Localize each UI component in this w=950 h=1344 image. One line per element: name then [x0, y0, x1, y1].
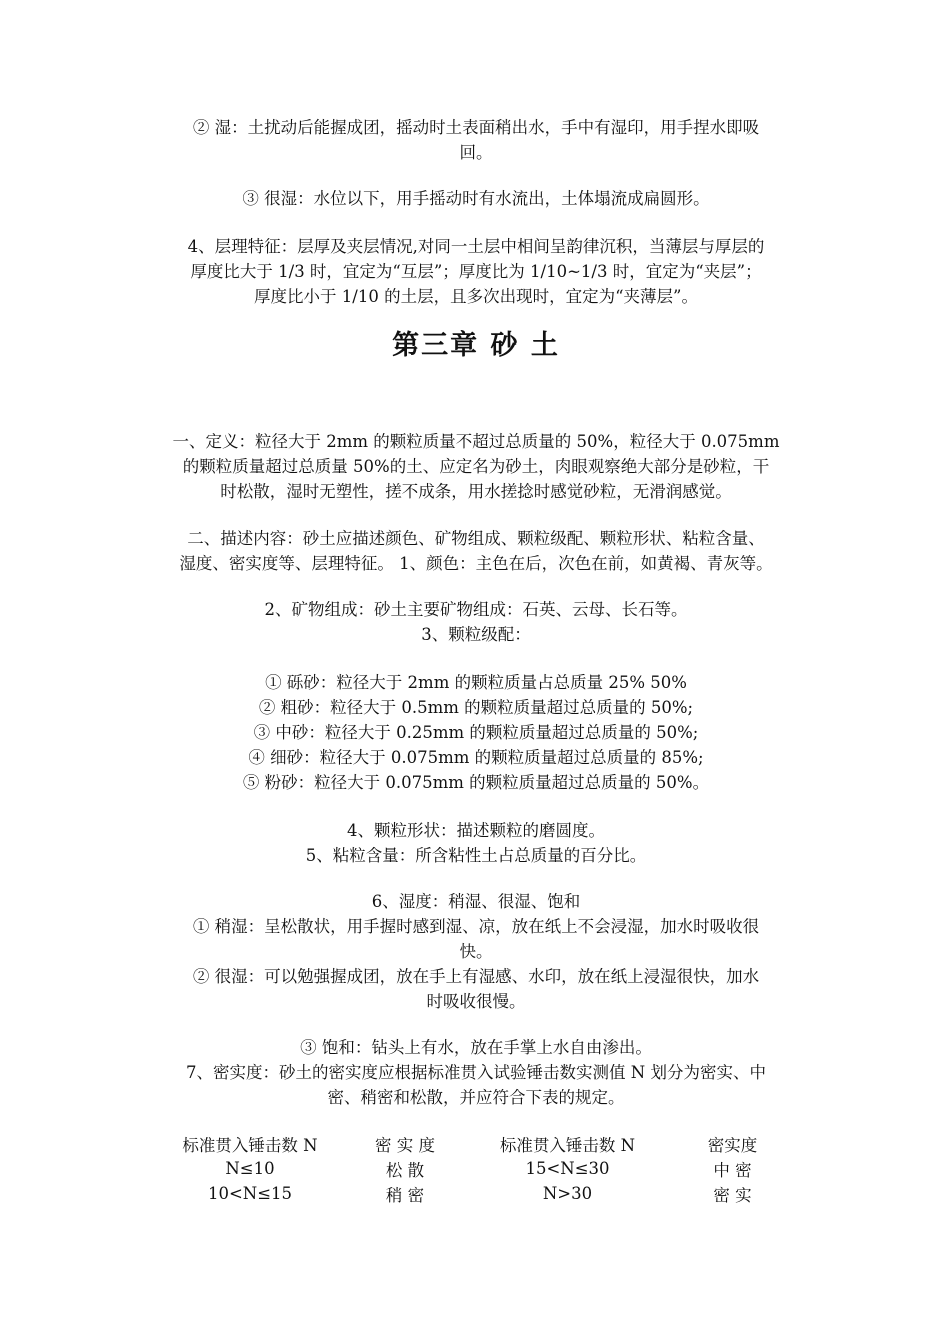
humidity-item-1-line-2: 快。 [459, 942, 493, 961]
clay-content-line: 5、粘粒含量：所含粘性土占总质量的百分比。 [305, 846, 647, 865]
table-cell: 密 实 [713, 1185, 752, 1205]
table-header-cell: 密实度 [707, 1135, 758, 1155]
density-line-2: 密、稍密和松散，并应符合下表的规定。 [327, 1088, 625, 1107]
paragraph-layer-line-3: 厚度比小于 1/10 的土层，且多次出现时，宜定为“夹薄层”。 [254, 287, 698, 306]
table-cell: 松 散 [385, 1160, 425, 1180]
table-cell: 中 密 [713, 1160, 752, 1180]
chapter-title: 第三章 砂 土 [392, 330, 560, 361]
paragraph-wet-line-1: ② 湿：土扰动后能握成团，摇动时土表面稍出水，手中有湿印，用手捏水即吸 [192, 118, 760, 137]
grading-item-5: ⑤ 粉砂：粒径大于 0.075mm 的颗粒质量超过总质量的 50%。 [242, 773, 710, 792]
humidity-heading: 6、湿度：稍湿、很湿、饱和 [371, 892, 581, 911]
table-header-cell: 标准贯入锤击数 N [182, 1135, 318, 1155]
grading-item-3: ③ 中砂：粒径大于 0.25mm 的颗粒质量超过总质量的 50%; [253, 723, 699, 742]
grading-heading: 3、颗粒级配： [421, 625, 531, 644]
table-row [165, 1156, 805, 1181]
humidity-item-2-line-1: ② 很湿：可以勉强握成团，放在手上有湿感、水印，放在纸上浸湿很快，加水 [192, 967, 760, 986]
paragraph-layer-line-2: 厚度比大于 1/3 时，宜定为“互层”；厚度比为 1/10~1/3 时，宜定为“夹层”； [190, 262, 762, 281]
description-line-2: 湿度、密实度等、层理特征。 1、颜色：主色在后，次色在前，如黄褐、青灰等。 [179, 554, 773, 573]
definition-line-3: 时松散，湿时无塑性，搓不成条，用水搓捻时感觉砂粒，无滑润感觉。 [220, 482, 732, 501]
density-table [165, 1131, 805, 1206]
grading-item-1: ① 砾砂：粒径大于 2mm 的颗粒质量占总质量 25% 50% [265, 673, 687, 692]
table-cell: 15<N≤30 [525, 1159, 610, 1178]
paragraph-wet-line-2: 回。 [459, 143, 493, 162]
particle-shape-line: 4、颗粒形状：描述颗粒的磨圆度。 [347, 821, 605, 840]
description-line-1: 二、描述内容：砂土应描述颜色、矿物组成、颗粒级配、颗粒形状、粘粒含量、 [187, 529, 765, 548]
table-header-cell: 标准贯入锤击数 N [499, 1135, 636, 1155]
grading-item-2: ② 粗砂：粒径大于 0.5mm 的颗粒质量超过总质量的 50%; [258, 698, 694, 717]
table-row [165, 1181, 805, 1206]
humidity-item-2-line-2: 时吸收很慢。 [426, 992, 526, 1011]
paragraph-layer-line-1: 4、层理特征：层厚及夹层情况,对同一土层中相间呈韵律沉积，当薄层与厚层的 [187, 237, 765, 256]
definition-line-1: 一、定义：粒径大于 2mm 的颗粒质量不超过总质量的 50%，粒径大于 0.075mm [172, 432, 780, 451]
grading-item-4: ④ 细砂：粒径大于 0.075mm 的颗粒质量超过总质量的 85%; [248, 748, 704, 767]
table-cell: 稍 密 [385, 1185, 425, 1205]
density-line-1: 7、密实度：砂土的密实度应根据标准贯入试验锤击数实测值 N 划分为密实、中 [186, 1063, 766, 1082]
table-cell: 10<N≤15 [207, 1184, 293, 1203]
table-header-row [165, 1131, 805, 1156]
humidity-item-1-line-1: ① 稍湿：呈松散状，用手握时感到湿、凉，放在纸上不会浸湿，加水时吸收很 [192, 917, 760, 936]
humidity-item-3: ③ 饱和：钻头上有水，放在手掌上水自由渗出。 [300, 1038, 652, 1057]
paragraph-very-wet: ③ 很湿：水位以下，用手摇动时有水流出，土体塌流成扁圆形。 [242, 189, 710, 208]
definition-line-2: 的颗粒质量超过总质量 50%的土、应定名为砂土，肉眼观察绝大部分是砂粒，干 [182, 457, 770, 476]
table-header-cell: 密 实 度 [375, 1135, 435, 1155]
mineral-line: 2、矿物组成：砂土主要矿物组成：石英、云母、长石等。 [264, 600, 688, 619]
table-cell: N≤10 [225, 1159, 275, 1178]
table-cell: N>30 [542, 1184, 593, 1203]
